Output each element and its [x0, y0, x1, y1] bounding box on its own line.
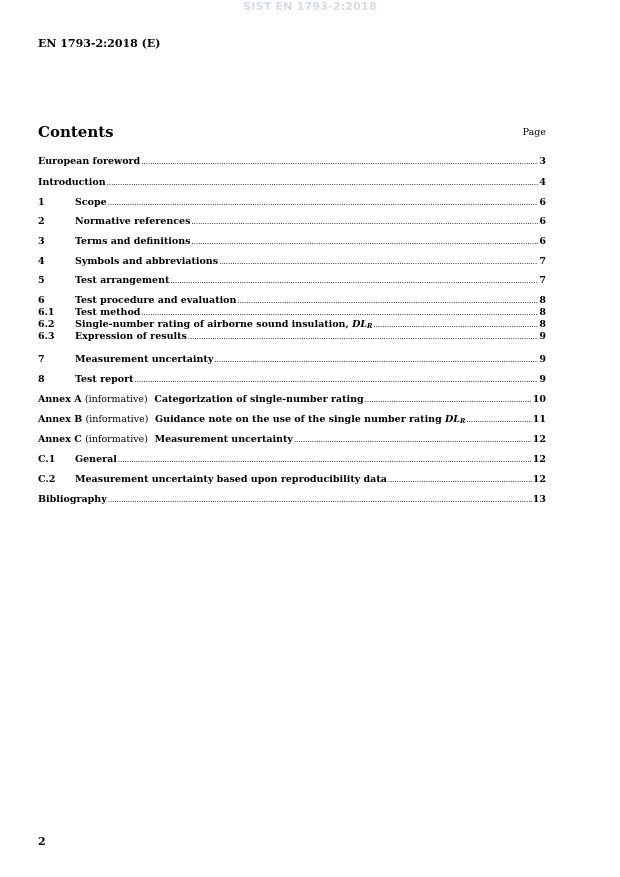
toc-page-number: 4: [539, 177, 546, 188]
toc-dot-leader: [294, 434, 532, 446]
toc-entry[interactable]: [38, 474, 546, 486]
toc-entry[interactable]: [38, 156, 546, 168]
toc-page-number: 8: [539, 295, 546, 306]
toc-page-number: 3: [539, 156, 546, 167]
toc-entry[interactable]: [38, 319, 546, 331]
toc-entry[interactable]: [38, 275, 546, 287]
toc-entry[interactable]: [38, 331, 546, 343]
toc-entry[interactable]: [38, 374, 546, 386]
toc-section-number: C.2: [38, 474, 56, 485]
toc-entry-title: Introduction: [38, 177, 106, 188]
toc-entry-title: Test method: [75, 307, 141, 318]
toc-entry[interactable]: [38, 197, 546, 209]
toc-page-number: 6: [539, 197, 546, 208]
toc-entry-title: Guidance note on the use of the single number rating $DL_R$: [155, 414, 466, 425]
toc-entry-title: Test procedure and evaluation: [75, 295, 237, 306]
toc-entry[interactable]: [38, 256, 546, 268]
toc-dot-leader: [373, 319, 538, 331]
toc-dot-leader: [188, 331, 539, 343]
toc-entry-title: Measurement uncertainty: [75, 354, 214, 365]
toc-entry-title: Measurement uncertainty based upon reproducibility data: [75, 474, 387, 485]
toc-page-number: 13: [532, 494, 546, 505]
toc-dot-leader: [135, 374, 539, 386]
toc-entry-title: Test report: [75, 374, 134, 385]
toc-dot-leader: [107, 177, 539, 189]
toc-entry[interactable]: [38, 394, 546, 406]
toc-section-number: 6: [38, 295, 45, 306]
toc-entry-title: Single-number rating of airborne sound insulation, $DL_R$: [75, 319, 373, 330]
contents-heading: Contents: [38, 123, 114, 141]
toc-entry-title: Categorization of single-number rating: [154, 394, 364, 405]
toc-page-number: 6: [539, 236, 546, 247]
toc-entry-title: Normative references: [75, 216, 191, 227]
toc-section-number: 7: [38, 354, 45, 365]
toc-page-number: 7: [539, 275, 546, 286]
toc-dot-leader: [191, 236, 538, 248]
toc-entry[interactable]: [38, 236, 546, 248]
toc-dot-leader: [141, 307, 538, 319]
toc-dot-leader: [219, 256, 538, 268]
toc-page-number: 9: [539, 374, 546, 385]
toc-entry[interactable]: [38, 414, 546, 426]
toc-page-number: 8: [539, 307, 546, 318]
toc-section-number: 6.3: [38, 331, 55, 342]
toc-page-number: 10: [532, 394, 546, 405]
toc-symbol: DL: [445, 414, 460, 425]
toc-entry-title: Test arrangement: [75, 275, 170, 286]
toc-section-number: 6.2: [38, 319, 55, 330]
toc-dot-leader: [237, 295, 538, 307]
toc-entry-title: General: [75, 454, 117, 465]
toc-page-number: 8: [539, 319, 546, 330]
toc-entry[interactable]: [38, 494, 546, 506]
toc-dot-leader: [365, 394, 532, 406]
toc-dot-leader: [170, 275, 538, 287]
toc-section-number: 5: [38, 275, 45, 286]
toc-section-number: 3: [38, 236, 45, 247]
toc-entry[interactable]: [38, 354, 546, 366]
toc-annex-label: Annex B (informative): [38, 414, 149, 425]
toc-page-number: 12: [532, 454, 546, 465]
document-id: EN 1793-2:2018 (E): [38, 37, 161, 50]
toc-section-number: C.1: [38, 454, 56, 465]
toc-entry[interactable]: [38, 434, 546, 446]
toc-dot-leader: [108, 197, 539, 209]
toc-page-number: 9: [539, 354, 546, 365]
watermark: SIST EN 1793-2:2018: [243, 0, 377, 13]
toc-dot-leader: [108, 494, 532, 506]
toc-section-number: 8: [38, 374, 45, 385]
toc-entry-title: Terms and definitions: [75, 236, 191, 247]
toc-entry[interactable]: [38, 454, 546, 466]
toc-entry-title: Symbols and abbreviations: [75, 256, 219, 267]
toc-page-number: 7: [539, 256, 546, 267]
toc-entry[interactable]: [38, 295, 546, 307]
toc-page-number: 11: [532, 414, 546, 425]
toc-entry-title: European foreword: [38, 156, 141, 167]
page-number: 2: [38, 835, 46, 848]
toc-entry[interactable]: [38, 177, 546, 189]
toc-page-number: 6: [539, 216, 546, 227]
toc-entry-title: Measurement uncertainty: [154, 434, 293, 445]
toc-section-number: 2: [38, 216, 45, 227]
toc-page-number: 12: [532, 474, 546, 485]
toc-page-number: 9: [539, 331, 546, 342]
toc-entry[interactable]: [38, 307, 546, 319]
toc-section-number: 4: [38, 256, 45, 267]
page-column-label: Page: [522, 127, 546, 138]
toc-dot-leader: [388, 474, 532, 486]
toc-dot-leader: [214, 354, 538, 366]
toc-entry-title: Expression of results: [75, 331, 187, 342]
toc-entry-title: Scope: [75, 197, 107, 208]
toc-annex-label: Annex C (informative): [38, 434, 148, 445]
toc-symbol-subscript: R: [367, 322, 373, 330]
toc-annex-label: Annex A (informative): [38, 394, 148, 405]
toc-dot-leader: [141, 156, 538, 168]
toc-symbol: DL: [352, 319, 367, 330]
toc-symbol-subscript: R: [459, 417, 466, 425]
toc-dot-leader: [191, 216, 538, 228]
toc-section-number: 6.1: [38, 307, 55, 318]
toc-section-number: 1: [38, 197, 45, 208]
toc-page-number: 12: [532, 434, 546, 445]
toc-entry[interactable]: [38, 216, 546, 228]
toc-dot-leader: [118, 454, 532, 466]
toc-entry-title: Bibliography: [38, 494, 107, 505]
toc-dot-leader: [466, 414, 531, 426]
